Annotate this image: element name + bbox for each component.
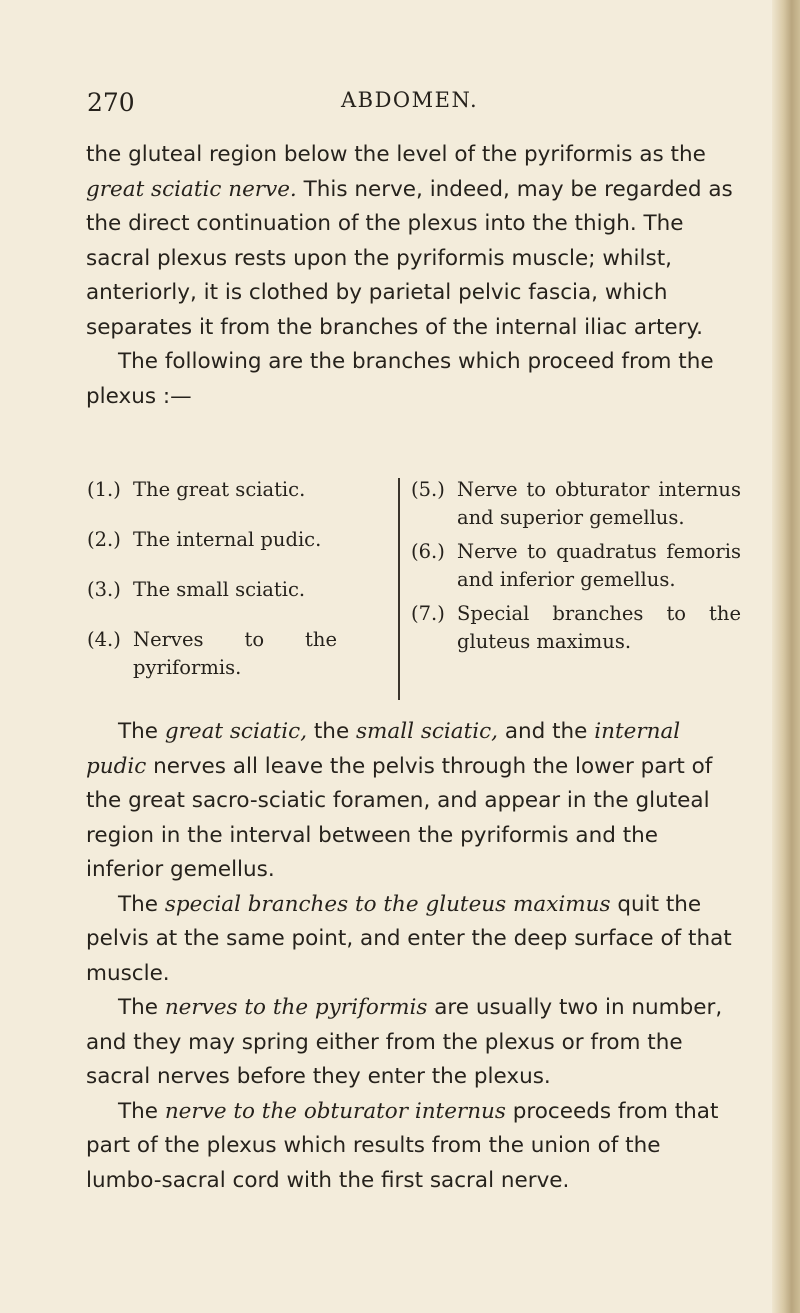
paragraph: The nerve to the obturator internus proceeds from that part of the plexus which results from the union of the lumbo-sacral cord with the first sacral nerve.: [86, 1098, 719, 1193]
paragraph: The nerves to the pyriformis are usually two in number, and they may spring either from the plexus or from the sacral nerves before they enter the plexus.: [86, 995, 723, 1089]
running-head: ABDOMEN.: [341, 88, 479, 112]
intro-text: [86, 138, 741, 414]
branch-list-right: [411, 476, 741, 662]
body-text: [86, 715, 741, 1198]
list-item: (3.) The small sciatic.: [87, 578, 306, 601]
paragraph: the gluteal region below the level of the pyriformis as the great sciatic nerve. This nerve, indeed, may be regarded as the direct continuation of the plexus into the thigh. The sacral plexus rests upon the pyriformis muscle; whilst, anteriorly, it is clothed by parietal pelvic fascia, which separates it from the branches of the internal iliac artery.: [86, 142, 733, 340]
column-divider: [398, 478, 400, 700]
page-number: 270: [87, 88, 135, 117]
page-header: [0, 88, 800, 128]
paragraph: The special branches to the gluteus maximus quit the pelvis at the same point, and enter the deep surface of that muscle.: [86, 891, 732, 986]
list-item: (5.) Nerve to obturator internus and superior gemellus.: [411, 478, 741, 529]
list-item: (1.) The great sciatic.: [87, 478, 306, 501]
list-item: (2.) The internal pudic.: [87, 528, 322, 551]
list-item: (7.) Special branches to the gluteus maximus.: [411, 602, 741, 653]
list-item: (6.) Nerve to quadratus femoris and inferior gemellus.: [411, 540, 741, 591]
branch-list-left: [87, 476, 337, 704]
paragraph: The great sciatic, the small sciatic, and the internal pudic nerves all leave the pelvis through the lower part of the great sacro-sciatic foramen, and appear in the gluteal region in the interval between the pyriformis and the inferior gemellus.: [86, 719, 713, 882]
list-item: (4.) Nerves to the pyriformis.: [87, 628, 337, 679]
paragraph: The following are the branches which proceed from the plexus :—: [86, 349, 714, 409]
page-edge: [772, 0, 800, 1313]
